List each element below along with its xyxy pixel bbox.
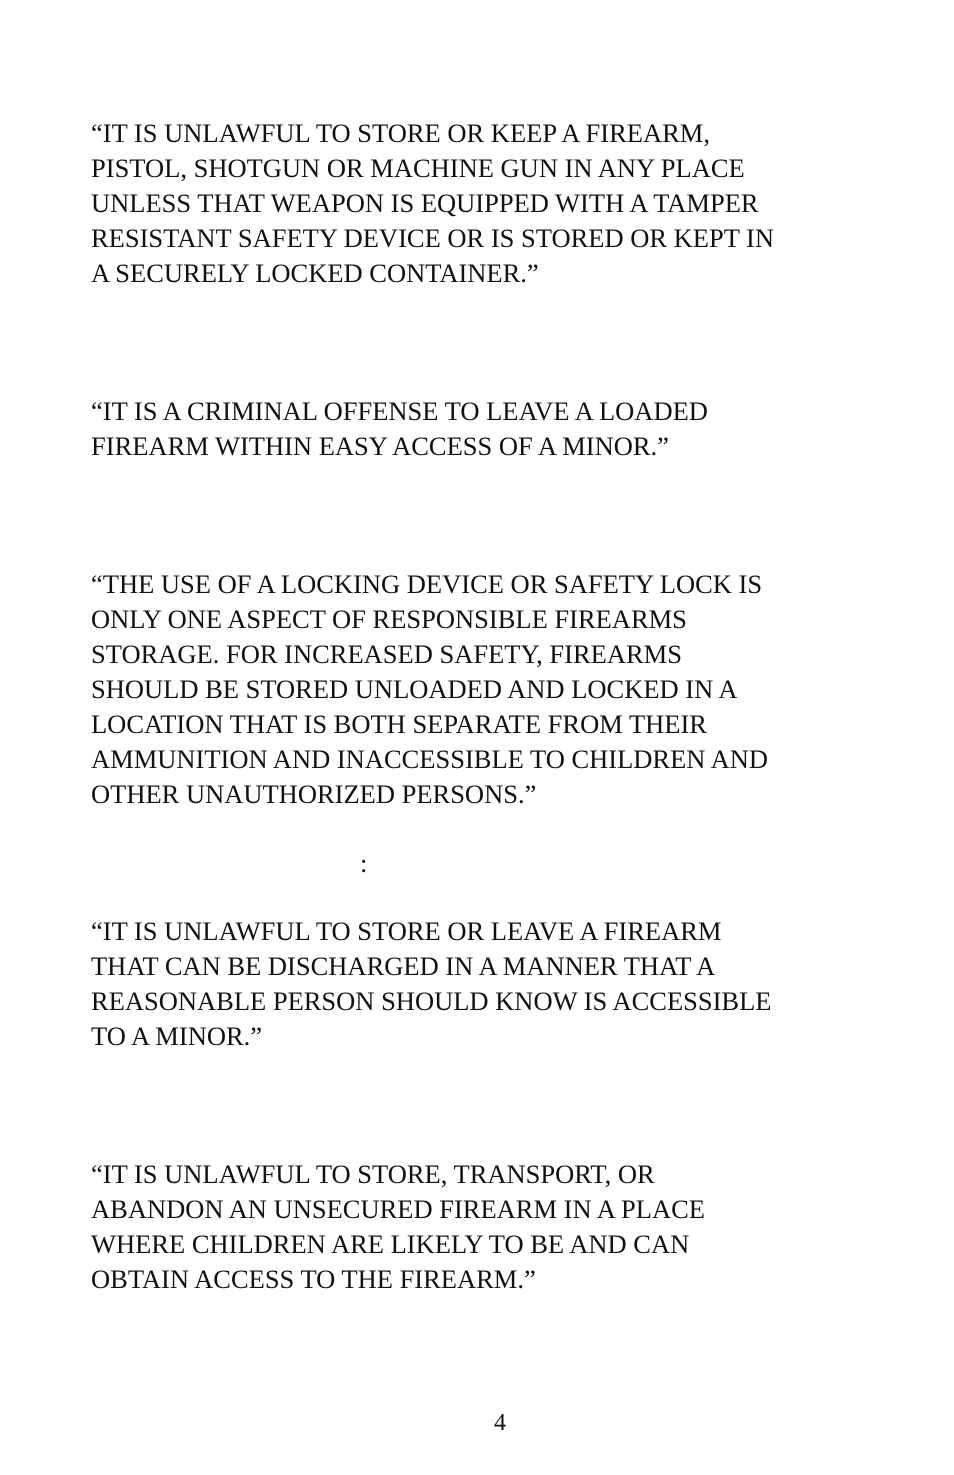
warning-quote-5: “IT IS UNLAWFUL TO STORE, TRANSPORT, OR ABANDON AN UNSECURED FIREARM IN A PLACE WHERE CHILDREN ARE LIKELY TO BE AND CAN OBTAIN ACCESS TO THE FIREARM.”	[91, 1159, 705, 1294]
warning-quote-2: “IT IS A CRIMINAL OFFENSE TO LEAVE A LOADED FIREARM WITHIN EASY ACCESS OF A MINOR.”	[91, 396, 708, 461]
page-number: 4	[494, 1410, 506, 1436]
separator-colon: :	[360, 848, 368, 878]
warning-quote-1: “IT IS UNLAWFUL TO STORE OR KEEP A FIREARM, PISTOL, SHOTGUN OR MACHINE GUN IN ANY PLACE UNLESS THAT WEAPON IS EQUIPPED WITH A TAMPER RESISTANT SAFETY DEVICE OR IS STORED OR KEPT IN A SECURELY LOCKED CONTAINER.”	[91, 118, 775, 288]
warning-quote-4: “IT IS UNLAWFUL TO STORE OR LEAVE A FIREARM THAT CAN BE DISCHARGED IN A MANNER THAT A REASONABLE PERSON SHOULD KNOW IS ACCESSIBLE TO A MINOR.”	[91, 916, 772, 1051]
warning-quote-3: “THE USE OF A LOCKING DEVICE OR SAFETY LOCK IS ONLY ONE ASPECT OF RESPONSIBLE FIREARMS STORAGE. FOR INCREASED SAFETY, FIREARMS SHOULD BE STORED UNLOADED AND LOCKED IN A LOCATION THAT IS BOTH SEPARATE FROM THEIR AMMUNITION AND INACCESSIBLE TO CHILDREN AND OTHER UNAUTHORIZED PERSONS.”	[91, 569, 768, 809]
